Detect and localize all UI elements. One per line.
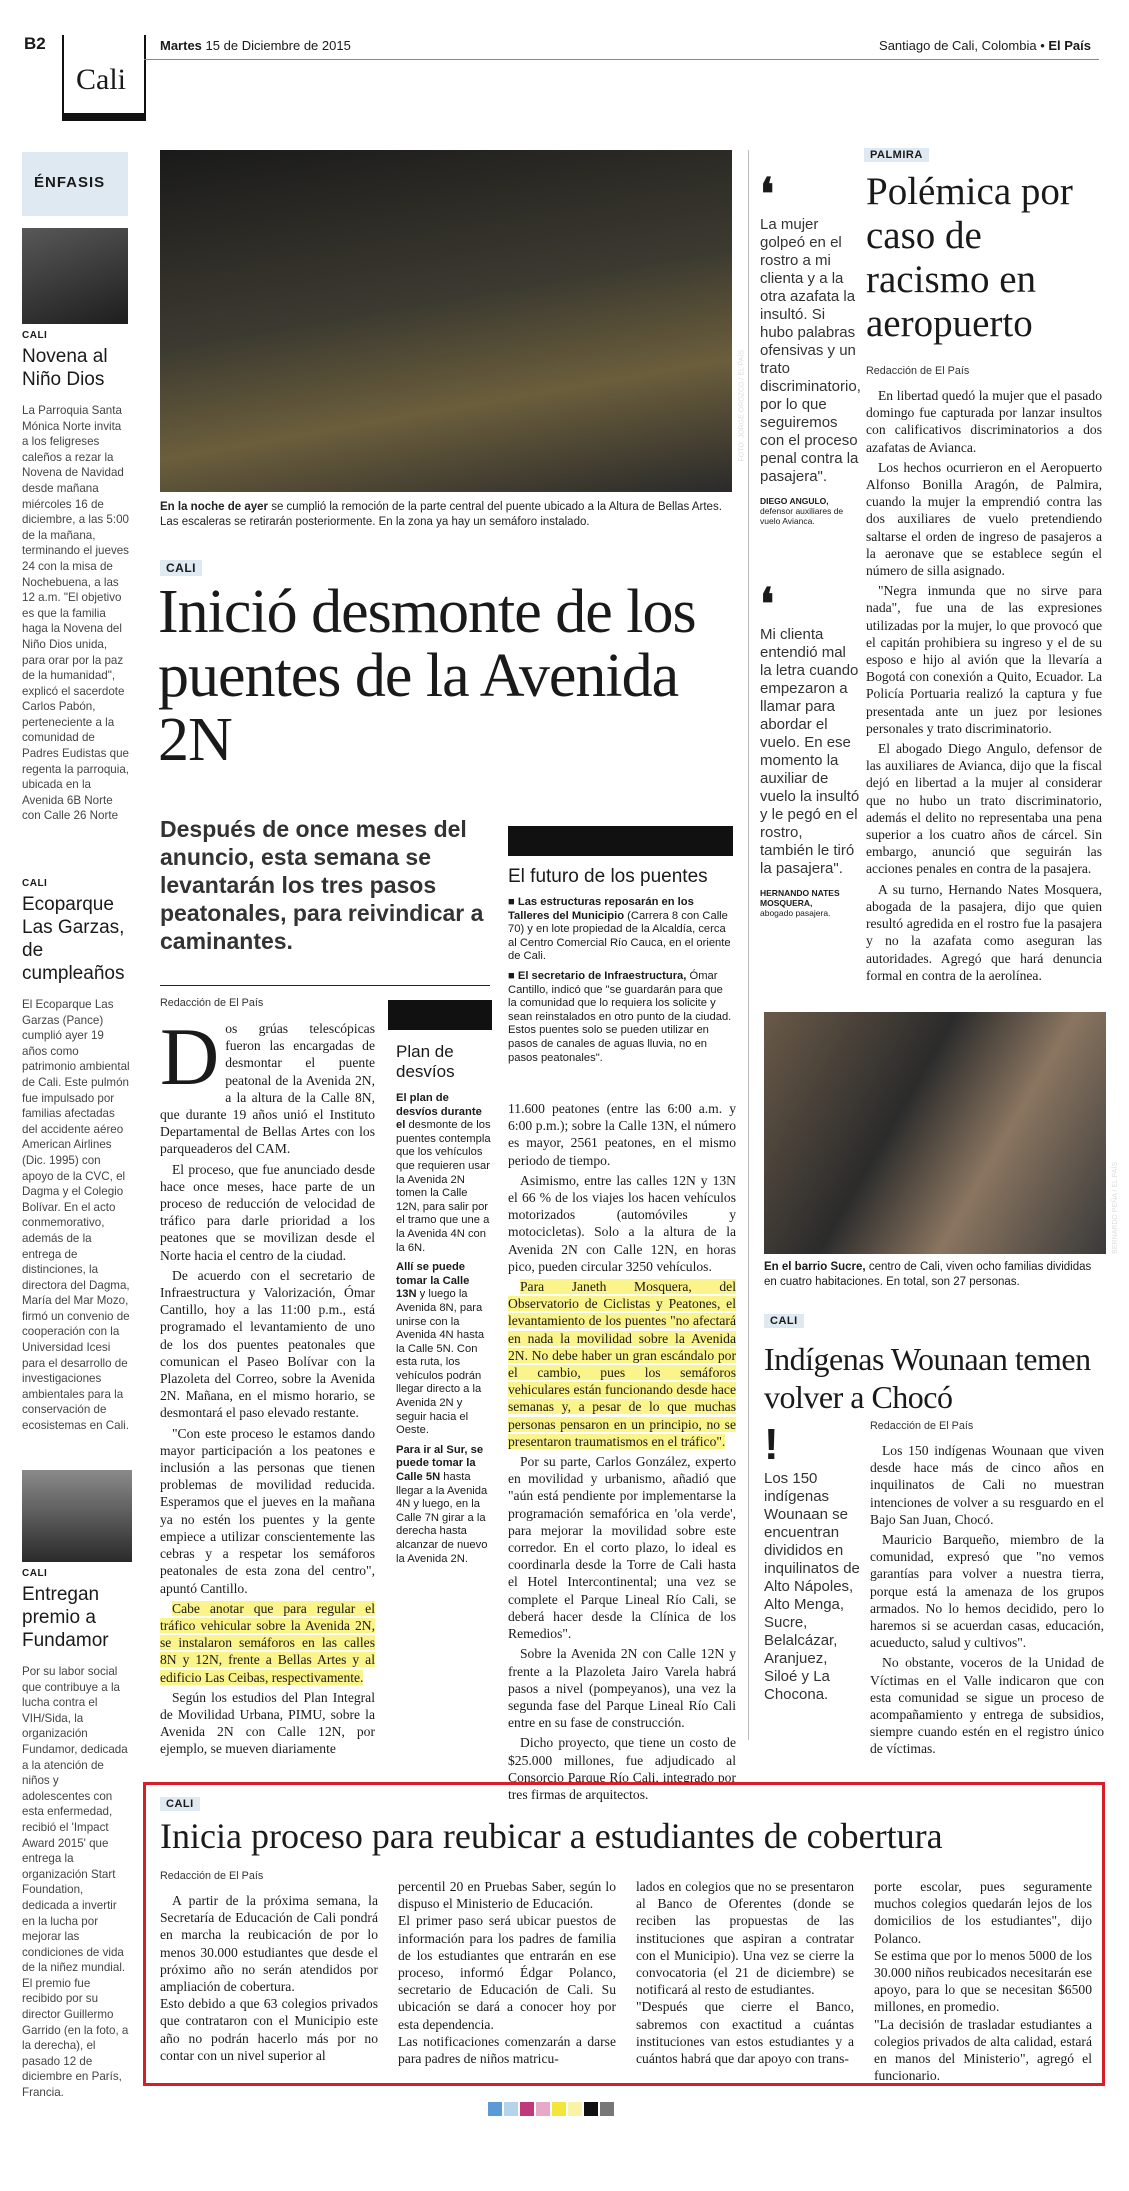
enfasis-title: ÉNFASIS <box>34 174 106 191</box>
wounaan-kicker: CALI <box>764 1314 804 1328</box>
sidebar-item <box>22 1568 130 2101</box>
wounaan-paragraph: Mauricio Barqueño, miembro de la comunidad, expresó que "no vemos garantías para volver a nuestra tierra, porque está la amenaza de los grupos armados. No lo hemos decidido, pero lo haremos si se acuerdan casas, educación, acueducto, salud y cultivos". <box>870 1532 1104 1651</box>
cobertura-col <box>636 1878 854 2070</box>
sidebar-headline: Ecoparque Las Garzas, de cumpleaños <box>22 894 125 984</box>
cobertura-kicker: CALI <box>160 1797 200 1811</box>
cobertura-text: percentil 20 en Pruebas Saber, según lo dispuso el Ministerio de Educación. El primer paso será ubicar puestos de información para los padres de familia de los estudiantes que entrarán en ese proceso, informó Édgar Polanco, secretario de Educación de Cali. Su ubicación se dará a conocer hoy por esta dependencia. Las notificaciones comenzarán a darse para padres de niños matricu- <box>398 1879 616 2067</box>
quote-text: Mi clienta entendió mal la letra cuando empezaron a llamar para abordar el vuelo. En ese momento la auxiliar de vuelo la insultó y le pegó en el rostro, también le tiró la pasajera". <box>760 626 860 877</box>
column-divider <box>748 150 749 1740</box>
quote-icon: ❛ <box>760 580 775 629</box>
date-text: 15 de Diciembre de 2015 <box>205 38 351 53</box>
caption-text: centro de Cali, viven ocho familias divididas en cuatro habitaciones. En total, son 27 personas. <box>764 1261 1092 1288</box>
main-paragraph: Asimismo, entre las calles 12N y 13N el 66 % de los viajes los hacen vehículos motorizados (automóviles y motocicletas). Solo a la altura de la Avenida 2N con Calle 12N, en horas pico, pueden circular 3250 vehículos. <box>508 1172 736 1274</box>
main-paragraph: El proceso, que fue anunciado desde hace once meses, hace parte de un proceso de reducción de velocidad de tráfico para darle prioridad a los peatones que se movilizan desde el Norte hacia el centro de la ciudad. <box>160 1161 375 1263</box>
cobertura-col <box>160 1892 378 2067</box>
color-swatch <box>584 2102 598 2116</box>
palmira-paragraph: El abogado Diego Angulo, defensor de las auxiliares de Avianca, dijo que la fiscal dejó en libertad a la mujer al considerar que no hubo un trato discriminatorio, además el delito no representaba una pena superior a los cuatro años de cárcel. Sin embargo, anunció que seguirán las acciones penales en contra de la pasajera. <box>866 741 1102 877</box>
wounaan-caption <box>764 1260 1106 1290</box>
highlight-text: Cabe anotar que para regular el tráfico vehicular sobre la Avenida 2N, se instalaron semáforos en las calles 8N y 12N, frente a Bellas Artes y al edificio Las Ceibas, respectivamente. <box>160 1600 375 1685</box>
wounaan-headline: Indígenas Wounaan temen volver a Chocó <box>764 1341 1091 1415</box>
color-swatch <box>504 2102 518 2116</box>
print-color-strip <box>488 2102 614 2116</box>
main-paragraph-highlight <box>160 1600 375 1686</box>
enfasis-box <box>22 152 128 216</box>
wounaan-body <box>870 1442 1104 1761</box>
highlight-text: Para Janeth Mosquera, del Observatorio de Ciclistas y Peatones, el levantamiento de los puentes "no afectará en nada la movilidad sobre la Avenida 2N. No debe haber un gran escándalo por el cambio, pues los semáforos vehiculares están funcionando desde hace semanas y, a pesar de lo que muchas personas pensaron en un principio, no se presentaron traumatismos en el tráfico". <box>508 1279 736 1449</box>
main-paragraph: 11.600 peatones (entre las 6:00 a.m. y 6:00 p.m.); sobre la Calle 13N, el número es mayor, 2561 peatones, en el mismo periodo de tiempo. <box>508 1101 736 1168</box>
color-swatch <box>520 2102 534 2116</box>
futuro-list <box>508 896 733 1065</box>
quote-role: abogado pasajera. <box>760 908 831 918</box>
caption-text: se cumplió la remoción de la parte central del puente ubicado a la Altura de Bellas Artes. Las escaleras se retirarán posteriormente. En la zona ya hay un semáforo instalado. <box>160 501 722 528</box>
color-swatch <box>568 2102 582 2116</box>
quote-role: defensor auxiliares de vuelo Avianca. <box>760 506 844 526</box>
main-paragraph: os grúas telescópicas fueron las encargadas de desmontar el puente peatonal de la Avenida 2N, a la altura de la Calle 8N, que durante 19 años unió el Instituto Departamental de Bellas Artes con los parqueaderos del CAM. <box>160 1021 375 1157</box>
sidebar-body: El Ecoparque Las Garzas (Pance) cumplió ayer 19 años como patrimonio ambiental de Cali. Este pulmón fue impulsado por familias afectadas del accidente aéreo American Airlines (Dic. 1995) con apoyo de la CVC, el Dagma y el Colegio Bolívar. En el acto conmemorativo, además de la entrega de distinciones, la directora del Dagma, María del Mar Mozo, firmó un convenio de cooperación con la Universidad Icesi para el desarrollo de investigaciones ambientales para la conservación de ecosistemas en Cali. <box>22 998 130 1433</box>
quote-icon: ❛ <box>760 170 775 219</box>
color-swatch <box>488 2102 502 2116</box>
wounaan-paragraph: No obstante, voceros de la Unidad de Víctimas en el Valle indicaron que con esta comunidad se sigue un proceso de acompañamiento y entrega de subsidios, siempre cuando estén en el registro único de víctimas. <box>870 1655 1104 1757</box>
desvios-item: El plan de desvíos durante el desmonte de los puentes contempla que los vehículos que requieren usar la Avenida 2N tomen la Calle 12N, para salir por el tramo que une a la Avenida 4N con la 6N. <box>396 1092 491 1254</box>
wounaan-photo <box>764 1012 1119 1254</box>
palmira-paragraph: A su turno, Hernando Nates Mosquera, abogada de la pasajera, dijo que quien resultó agredida en el rostro fue la pasajera y no la azafata como aseguran las autoridades. Agregó que hará denuncia formal en contra de la aerolínea. <box>866 881 1102 983</box>
main-headline: Inició desmonte de los puentes de la Avenida 2N <box>158 578 696 774</box>
quote-text: La mujer golpeó en el rostro a mi clienta y a la otra azafata la insultó. Si hubo palabras ofensivas y un trato discriminatorio, por lo que seguiremos con el proceso penal contra la pasajera". <box>760 216 861 485</box>
sidebar-kicker: CALI <box>22 1568 48 1579</box>
desvios-item: Para ir al Sur, se puede tomar la Calle 5N hasta llegar a la Avenida 4N y luego, en la Calle 7N girar a la derecha hasta alcanzar de nuevo la Avenida 2N. <box>396 1443 488 1565</box>
section-tab <box>62 35 146 121</box>
main-kicker: CALI <box>160 560 202 576</box>
wounaan-sidebox-text: Los 150 indígenas Wounaan se encuentran divididos en inquilinatos de Alto Nápoles, Alto Menga, Sucre, Belalcázar, Aranjuez, Siloé y La Chocona. <box>764 1470 860 1703</box>
dropcap: D <box>160 1011 220 1102</box>
cobertura-text: lados en colegios que no se presentaron al Banco de Oferentes (donde se reciben las propuestas de las instituciones que aspiran a contratar con el Municipio). Una vez se cierre la convocatoria (el 21 de diciembre) se notificará al resto de estudiantes. "Después que cierre el Banco, sabremos con exactitud a cuántas instituciones van estos estudiantes y a cuántos habrá que dar apoyo con trans- <box>636 1879 854 2067</box>
main-paragraph: Según los estudios del Plan Integral de Movilidad Urbana, PIMU, sobre la Avenida 2N con Calle 12N, por ejemplo, se mueven diariamente <box>160 1689 375 1757</box>
sidebar-item <box>22 878 130 1434</box>
palmira-headline: Polémica por caso de racismo en aeropuerto <box>866 170 1073 345</box>
novena-photo <box>22 228 128 324</box>
sidebar-headline: Novena al Niño Dios <box>22 346 108 390</box>
fundamor-photo <box>22 1470 132 1562</box>
cobertura-col <box>874 1878 1092 2087</box>
sidebar-body: Por su labor social que contribuye a la lucha contra el VIH/Sida, la organización Fundamor, dedicada a la atención de niños y adolescentes con esta enfermedad, recibió el 'Impact Award 2015' que entrega la organización Start Foundation, dedicada a invertir en la lucha por mejorar las condiciones de vida de la niñez mundial. El premio fue recibido por su director Guillermo Garrido (en la foto, a la derecha), el pasado 12 de diciembre en París, Francia. <box>22 1665 129 2100</box>
main-paragraph: Por su parte, Carlos González, experto en movilidad y urbanismo, añadió que "aún está pendiente por implementarse la programación semafórica en 'ola verde', para mejorar la movilidad sobre este corredor. En el corto plazo, lo ideal es coordinarla desde la Torre de Cali hasta el Hotel Intercontinental; una vez se complete el Parque Lineal Río Cali, se deberá hacer desde la Clínica de los Remedios". <box>508 1454 736 1642</box>
cobertura-headline: Inicia proceso para reubicar a estudiantes de cobertura <box>160 1816 943 1856</box>
desvios-bar <box>388 1000 492 1030</box>
sidebar-headline: Entregan premio a Fundamor <box>22 1584 109 1651</box>
main-subhead: Después de once meses del anuncio, esta semana se levantarán los tres pasos peatonales, para reivindicar a caminantes. <box>160 816 484 954</box>
cobertura-text: A partir de la próxima semana, la Secretaría de Educación de Cali pondrá en marcha la reubicación de por lo menos 30.000 estudiantes que desde el próximo año no serán atendidos por ampliación de cobertura. Esto debido a que 63 colegios privados que contrataron con el Municipio este año no podrán hacerlo más por no contar con un nivel superior al <box>160 1893 378 2063</box>
cobertura-byline: Redacción de El País <box>160 1870 264 1882</box>
photo-credit: FOTO: JORGE OROZCO / EL PAÍS <box>738 350 745 462</box>
futuro-item: ■ Las estructuras reposarán en los Talleres del Municipio (Carrera 8 con Calle 70) y en lote propiedad de la Alcaldía, cerca al Centro Comercial Río Cauca, en el oriente de Cali. <box>508 896 731 963</box>
caption-bold: En el barrio Sucre, <box>764 1261 866 1273</box>
desvios-title: Plan de desvíos <box>396 1042 455 1081</box>
main-paragraph: Sobre la Avenida 2N con Calle 12N y frente a la Plazoleta Jairo Varela habrá pasos a nivel (pompeyanos), una vez la segunda fase del Parque Lineal Río Cali entre en su fase de construcción. <box>508 1646 736 1731</box>
page-number: B2 <box>24 34 46 53</box>
palmira-byline: Redacción de El País <box>866 365 970 377</box>
futuro-box <box>508 826 733 1071</box>
main-col-3 <box>508 1100 736 1806</box>
desvios-list <box>388 1092 492 1566</box>
subhead-rule <box>160 985 490 986</box>
main-paragraph: De acuerdo con el secretario de Infraestructura y Valorización, Ómar Cantillo, hoy a las 11:00 p.m., está programado el levantamiento de uno de los dos puentes peatonales que comunican el Paseo Bolívar con la Plazoleta del Correo, sobre la Avenida 2N. Mañana, en el mismo horario, se desmontará el paso elevado restante. <box>160 1267 375 1421</box>
main-photo-caption <box>160 500 732 530</box>
wounaan-byline: Redacción de El País <box>870 1420 974 1432</box>
location-text: Santiago de Cali, Colombia <box>879 38 1037 53</box>
palmira-paragraph: "Negra inmunda que no sirve para nada", fue una de las expresiones utilizadas por la mujer, lo que provocó que el capitán prohibiera su ingreso y el de su esposo e hijo al avión que la llevaría a Bogotá con conexión a Quito, Ecuador. La Policía Portuaria realizó la captura y fue presentada ante un juez por lesiones personales y trato discriminatorio. <box>866 583 1102 736</box>
header-rule <box>144 59 1099 60</box>
futuro-bar <box>508 826 733 856</box>
main-photo <box>160 150 745 492</box>
desvios-box <box>388 1000 492 1572</box>
palmira-paragraph: Los hechos ocurrieron en el Aeropuerto Alfonso Bonilla Aragón, de Palmira, cuando la mujer la emprendió contra las dos auxiliares de vuelo pretendiendo saltarse el orden de ingreso de pasajeros a la aeronave que se establece según el número de silla asignado. <box>866 459 1102 579</box>
main-col-1 <box>160 1011 375 1761</box>
paper-name: El País <box>1048 38 1091 53</box>
section-title: Cali <box>76 63 126 96</box>
cobertura-col <box>398 1878 616 2070</box>
palmira-paragraph: En libertad quedó la mujer que el pasado domingo fue capturada por lanzar insultos con calificativos discriminatorios a dos azafatas de Avianca. <box>866 388 1102 455</box>
color-swatch <box>536 2102 550 2116</box>
quote-box <box>760 170 861 526</box>
main-paragraph: "Con este proceso le estamos dando mayor participación a los peatones e inclusión a las personas que tienen problemas de movilidad reducida. Esperamos que el jueves en la mañana ya no estén los puentes y la gente empiece a utilizar conscientemente las cebras y a respetar los semáforos peatonales de esta zona del centro", apuntó Cantillo. <box>160 1425 375 1596</box>
quote-box <box>760 580 860 918</box>
palmira-body <box>866 387 1102 987</box>
main-paragraph-highlight <box>508 1278 736 1450</box>
sidebar-item <box>22 330 130 824</box>
wounaan-paragraph: Los 150 indígenas Wounaan que viven desde hace más de cinco años en inquilinatos de Cali no muestran intenciones de volver a su resguardo en el Bajo San Juan, Chocó. <box>870 1443 1104 1527</box>
cobertura-text: porte escolar, pues seguramente muchos colegios quedarán lejos de los domicilios de los estudiantes", dijo Polanco. Se estima que por lo menos 5000 de los 30.000 niños reubicados necesitarán ese apoyo, para lo que se necesitan $6500 millones, en promedio. "La decisión de trasladar estudiantes a colegios privados de alta calidad, estará en manos del Ministerio", agregó el funcionario. <box>874 1879 1092 2084</box>
sidebar-kicker: CALI <box>22 330 48 341</box>
header-date <box>160 38 351 53</box>
sidebar-kicker: CALI <box>22 878 48 889</box>
color-swatch <box>600 2102 614 2116</box>
desvios-item: Allí se puede tomar la Calle 13N y luego la Avenida 8N, para unirse con la Avenida 4N hasta la Calle 5N. Con esta ruta, los vehículos podrán llegar directo a la Avenida 2N y seguir hacia el Oeste. <box>396 1261 485 1437</box>
sidebar-body: La Parroquia Santa Mónica Norte invita a los feligreses caleños a rezar la Novena de Navidad desde mañana miércoles 16 de diciembre, a las 5:00 de la mañana, terminando el jueves 24 con la misa de Nochebuena, a las 12 a.m. "El objetivo es que la familia haga la Novena del Niño Dios unida, para orar por la paz de la humanidad", explicó el sacerdote Carlos Pabón, perteneciente a la comunidad de Padres Eudistas que regenta la parroquia, ubicada en la Avenida 6B Norte con Calle 26 Norte <box>22 404 129 823</box>
futuro-item: ■ El secretario de Infraestructura, Ómar Cantillo, indicó que "se guardarán para que la comunidad que lo requiera los solicite y sean reinstalados en otro punto de la ciudad. Estos puentes solo se pueden utilizar en pasos de canales de aguas lluvia, no en pasos peatonales". <box>508 969 732 1064</box>
wounaan-sidebox <box>764 1420 864 1704</box>
photo-credit: BERNARDO PEÑA / EL PAÍS <box>1112 1162 1119 1254</box>
header-location: Santiago de Cali, Colombia • El País <box>879 38 1091 53</box>
exclamation-icon: ! <box>764 1420 779 1469</box>
date-day: Martes <box>160 38 202 53</box>
palmira-kicker: PALMIRA <box>864 148 929 162</box>
futuro-title: El futuro de los puentes <box>508 866 708 887</box>
main-byline: Redacción de El País <box>160 997 264 1009</box>
caption-bold: En la noche de ayer <box>160 501 269 513</box>
quote-name: HERNANDO NATES MOSQUERA, <box>760 888 840 908</box>
color-swatch <box>552 2102 566 2116</box>
quote-name: DIEGO ANGULO, <box>760 496 829 506</box>
main-paragraph: Dicho proyecto, que tiene un costo de $25.000 millones, fue adjudicado al Consorcio Parque Río Cali, integrado por tres firmas de arquitectos. <box>508 1735 736 1802</box>
